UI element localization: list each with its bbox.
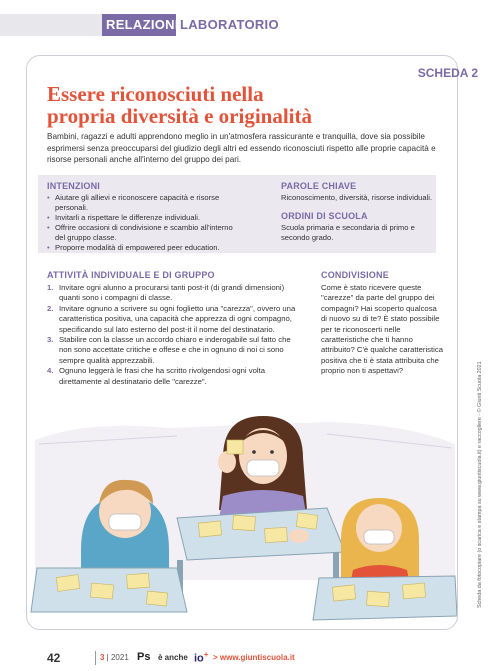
held-post-it <box>227 440 243 454</box>
intenzioni-list <box>47 193 237 253</box>
magazine-logo: Ps <box>137 651 151 663</box>
bullet-icon: • <box>47 193 50 202</box>
desk-right <box>313 576 457 620</box>
side-note: Scheda da fotocopiare (o scarica e stampa su www.giuntiscuola.it) e raccogliere - © Giunti Scuola 2021 <box>477 361 483 608</box>
parole-chiave-heading: PAROLE CHIAVE <box>281 181 357 191</box>
attivita-step: 1. Invitare ogni alunno a procurarsi tanti post-it (di grandi dimensioni) quanti sono i compagni di classe. <box>47 283 285 303</box>
intenzioni-heading: INTENZIONI <box>47 181 100 191</box>
header-grey-block <box>0 14 102 36</box>
desk-left <box>31 568 187 612</box>
intenzioni-item: • Offrire occasioni di condivisione e scambio all'interno del gruppo classe. <box>47 223 233 242</box>
footer <box>0 645 500 671</box>
girl-right <box>341 498 419 590</box>
header-section: RELAZIONI <box>102 14 176 36</box>
issue-meta: 3 | 2021 <box>100 653 129 662</box>
title-line-1: Essere riconosciuti nella <box>47 82 264 106</box>
condivisione-heading: CONDIVISIONE <box>321 270 389 280</box>
footer-divider <box>95 651 96 665</box>
attivita-step: 4. Ognuno leggerà le frasi che ha scritto rivolgendosi ogni volta direttamente al destinatario delle "carezze". <box>47 366 265 386</box>
condivisione-section <box>321 270 443 377</box>
page-number: 42 <box>47 651 61 665</box>
ordini-heading: ORDINI DI SCUOLA <box>281 211 368 221</box>
intenzioni-item: • Proporre modalità di empowered peer education. <box>47 243 220 252</box>
io-plus-logo: io+ <box>194 650 209 665</box>
parole-chiave-section <box>281 181 441 203</box>
attivita-step: 2. Invitare ognuno a scrivere su ogni foglietto una "carezza", ovvero una caratteristica positiva, una capacità che apprezza di ogni compagno, specificando sul lato esterno del post-it il nome del destinatario. <box>47 303 296 334</box>
title-line-2: propria diversità e originalità <box>47 104 313 128</box>
attivita-steps <box>47 283 305 387</box>
classroom-illustration <box>27 400 457 628</box>
page-title <box>47 83 427 127</box>
ordini-section <box>281 211 441 243</box>
scheda-label: SCHEDA 2 <box>417 66 478 80</box>
also-label: è anche <box>158 653 188 662</box>
ordini-text: Scuola primaria e secondaria di primo e secondo grado. <box>281 223 415 242</box>
header-bar <box>0 0 500 40</box>
bullet-icon: • <box>47 243 50 252</box>
header-subsection: LABORATORIO <box>180 17 279 32</box>
bullet-icon: • <box>47 213 50 222</box>
intro-paragraph: Bambini, ragazzi e adulti apprendono meglio in un'atmosfera rassicurante e tranquilla, dove sia possibile esprimersi senza preoccuparsi del giudizio degli altri ed essendo riconosciuti rispetto alle proprie capacità e risorse personali anche all'interno del gruppo dei pari. <box>47 132 436 164</box>
bullet-icon: • <box>47 223 50 232</box>
intenzioni-item: • Aiutare gli allievi e riconoscere capacità e risorse personali. <box>47 193 220 212</box>
intenzioni-item: • Invitarli a rispettare le differenze individuali. <box>47 213 201 222</box>
condivisione-text: Come è stato ricevere queste "carezze" da parte del gruppo dei compagni? Hai scoperto qualcosa di nuovo su di te? È stato possibile per te riconoscerti nelle caratteristiche che ti hanno attribuito? C'è qualche caratteristica positiva che ti è stata attribuita che proprio non ti aspettavi? <box>321 283 443 376</box>
website-link[interactable]: > www.giuntiscuola.it <box>213 653 295 662</box>
attivita-section <box>47 270 305 387</box>
parole-chiave-text: Riconoscimento, diversità, risorse individuali. <box>281 193 433 202</box>
intenzioni-section <box>47 181 237 253</box>
attivita-heading: ATTIVITÀ INDIVIDUALE E DI GRUPPO <box>47 270 215 280</box>
attivita-step: 3. Stabilire con la classe un accordo chiaro e inderogabile sul fatto che non sono accettate critiche e offese e che in ognuno di noi ci sono sempre qualità apprezzabili. <box>47 335 291 365</box>
